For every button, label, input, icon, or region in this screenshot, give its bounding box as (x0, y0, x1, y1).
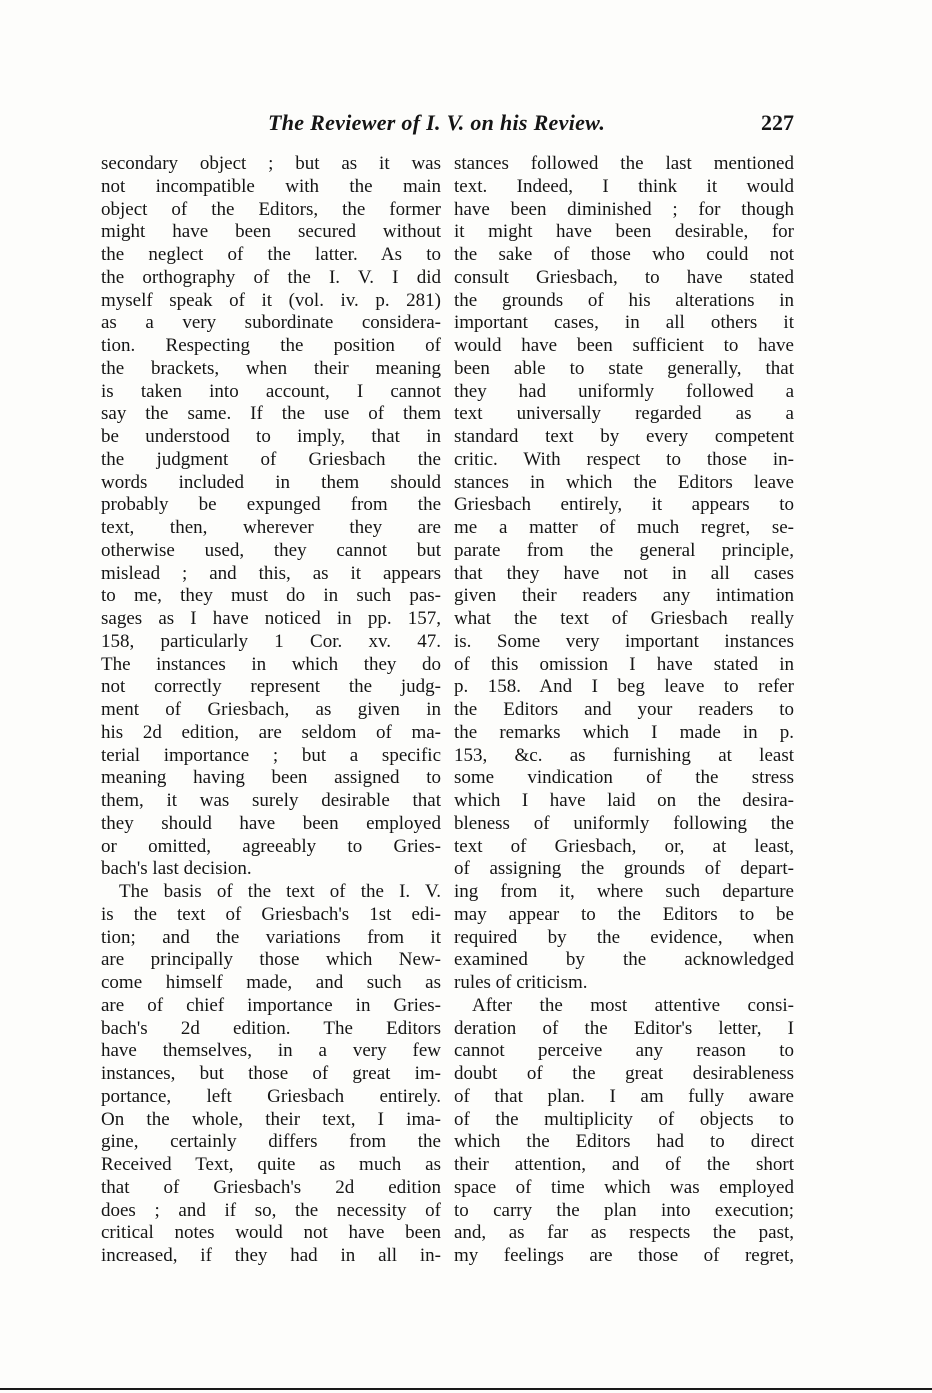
text-line: is taken into account, I cannot (101, 380, 441, 402)
bottom-rule (0, 1388, 932, 1390)
text-line: On the whole, their text, I ima- (101, 1108, 441, 1130)
text-line: ing from it, where such departure (454, 881, 794, 902)
text-line: bach's last decision. (101, 858, 252, 880)
text-line: consult Griesbach, to have stated (454, 266, 794, 288)
text-line: of assigning the grounds of depart- (454, 858, 794, 880)
text-line: them, it was surely desirable that (101, 790, 441, 811)
text-line: ment of Griesbach, as given in (101, 699, 441, 720)
text-line: parate from the general principle, (454, 539, 794, 561)
text-line: The instances in which they do (101, 653, 441, 675)
text-line: of the multiplicity of objects to (454, 1108, 794, 1130)
text-line: not correctly represent the judg- (101, 676, 441, 698)
running-title: The Reviewer of I. V. on his Review. (268, 110, 606, 135)
text-line: is the text of Griesbach's 1st edi- (101, 903, 441, 925)
text-line: terial importance ; but a specific (101, 744, 441, 766)
text-line: text, then, wherever they are (101, 517, 441, 538)
text-line: have been diminished ; for though (454, 198, 794, 220)
text-line: examined by the acknowledged (454, 949, 794, 971)
text-line: given their readers any intimation (454, 585, 794, 607)
text-line: would have been sufficient to have (454, 335, 794, 356)
text-line: bach's 2d edition. The Editors (101, 1017, 441, 1039)
text-line: the orthography of the I. V. I did (101, 266, 441, 288)
text-line: what the text of Griesbach really (454, 608, 794, 629)
text-line: critic. With respect to those in- (454, 448, 794, 470)
text-line: important cases, in all others it (454, 312, 794, 334)
text-line: they should have been employed (101, 812, 441, 834)
text-line: The basis of the text of the I. V. (119, 881, 441, 902)
text-line: tion; and the variations from it (101, 926, 441, 948)
text-line: space of time which was employed (454, 1176, 794, 1198)
text-line: of this omission I have stated in (454, 653, 794, 675)
text-line: cannot perceive any reason to (454, 1040, 794, 1062)
text-line: increased, if they had in all in- (101, 1245, 441, 1266)
text-line: which the Editors had to direct (454, 1131, 794, 1153)
text-line: probably be expunged from the (101, 494, 441, 516)
text-line: secondary object ; but as it was (101, 153, 441, 174)
text-line: text universally regarded as a (454, 403, 794, 425)
text-line: of that plan. I am fully aware (454, 1085, 794, 1107)
text-line: they had uniformly followed a (454, 380, 794, 402)
text-line: gine, certainly differs from the (101, 1131, 441, 1153)
text-line: text of Griesbach, or, at least, (454, 835, 794, 857)
text-line: object of the Editors, the former (101, 198, 441, 220)
text-line: deration of the Editor's letter, I (454, 1017, 794, 1039)
text-line: their attention, and of the short (454, 1154, 794, 1175)
text-line: say the same. If the use of them (101, 403, 441, 425)
text-line: the brackets, when their meaning (101, 357, 441, 379)
text-line: doubt of the great desirableness (454, 1063, 794, 1084)
text-line: myself speak of it (vol. iv. p. 281) (101, 289, 441, 311)
text-line: portance, left Griesbach entirely. (101, 1085, 441, 1107)
text-line: critical notes would not have been (101, 1222, 441, 1244)
text-line: that they have not in all cases (454, 562, 794, 584)
text-line: come himself made, and such as (101, 972, 441, 993)
page-number: 227 (761, 110, 794, 135)
text-line: his 2d edition, are seldom of ma- (101, 721, 441, 743)
text-line: sages as I have noticed in pp. 157, (101, 608, 441, 629)
text-line: that of Griesbach's 2d edition (101, 1176, 441, 1198)
text-line: me a matter of much regret, se- (454, 517, 794, 538)
text-line: and, as far as respects the past, (454, 1222, 794, 1244)
text-line: may appear to the Editors to be (454, 903, 794, 925)
text-line: have themselves, in a very few (101, 1040, 441, 1062)
text-line: to carry the plan into execution; (454, 1199, 794, 1221)
text-line: my feelings are those of regret, (454, 1245, 794, 1266)
text-line: tion. Respecting the position of (101, 335, 441, 356)
text-line: stances followed the last mentioned (454, 153, 794, 174)
text-line: some vindication of the stress (454, 767, 794, 789)
text-line: 158, particularly 1 Cor. xv. 47. (101, 630, 441, 652)
text-line: might have been secured without (101, 221, 441, 243)
text-line: required by the evidence, when (454, 926, 794, 948)
text-line: as a very subordinate considera- (101, 312, 441, 334)
text-line: to me, they must do in such pas- (101, 585, 441, 607)
text-line: been able to state generally, that (454, 357, 794, 379)
text-line: p. 158. And I beg leave to refer (454, 676, 794, 698)
text-line: not incompatible with the main (101, 175, 441, 197)
text-line: stances in which the Editors leave (454, 471, 794, 493)
right-text-column (454, 153, 794, 1268)
text-line: instances, but those of great im- (101, 1063, 441, 1084)
text-line: rules of criticism. (454, 972, 588, 993)
text-line: text. Indeed, I think it would (454, 175, 794, 197)
text-line: the grounds of his alterations in (454, 289, 794, 311)
text-line: 153, &c. as furnishing at least (454, 744, 794, 766)
left-text-column (101, 153, 441, 1268)
text-line: meaning having been assigned to (101, 767, 441, 789)
text-line: the neglect of the latter. As to (101, 244, 441, 265)
text-line: standard text by every competent (454, 426, 794, 447)
text-line: is. Some very important instances (454, 630, 794, 652)
text-line: it might have been desirable, for (454, 221, 794, 243)
text-line: the remarks which I made in p. (454, 721, 794, 743)
text-line: be understood to imply, that in (101, 426, 441, 447)
text-line: words included in them should (101, 471, 441, 493)
text-line: bleness of uniformly following the (454, 812, 794, 834)
text-line: After the most attentive consi- (472, 994, 794, 1016)
text-line: are of chief importance in Gries- (101, 994, 441, 1016)
text-line: the sake of those who could not (454, 244, 794, 265)
text-line: which I have laid on the desira- (454, 790, 794, 811)
text-line: does ; and if so, the necessity of (101, 1199, 441, 1221)
text-line: mislead ; and this, as it appears (101, 562, 441, 584)
text-line: Received Text, quite as much as (101, 1154, 441, 1175)
running-head (100, 110, 800, 144)
text-line: the judgment of Griesbach the (101, 448, 441, 470)
text-line: are principally those which New- (101, 949, 441, 971)
text-line: otherwise used, they cannot but (101, 539, 441, 561)
text-line: Griesbach entirely, it appears to (454, 494, 794, 516)
text-line: the Editors and your readers to (454, 699, 794, 720)
text-line: or omitted, agreeably to Gries- (101, 835, 441, 857)
